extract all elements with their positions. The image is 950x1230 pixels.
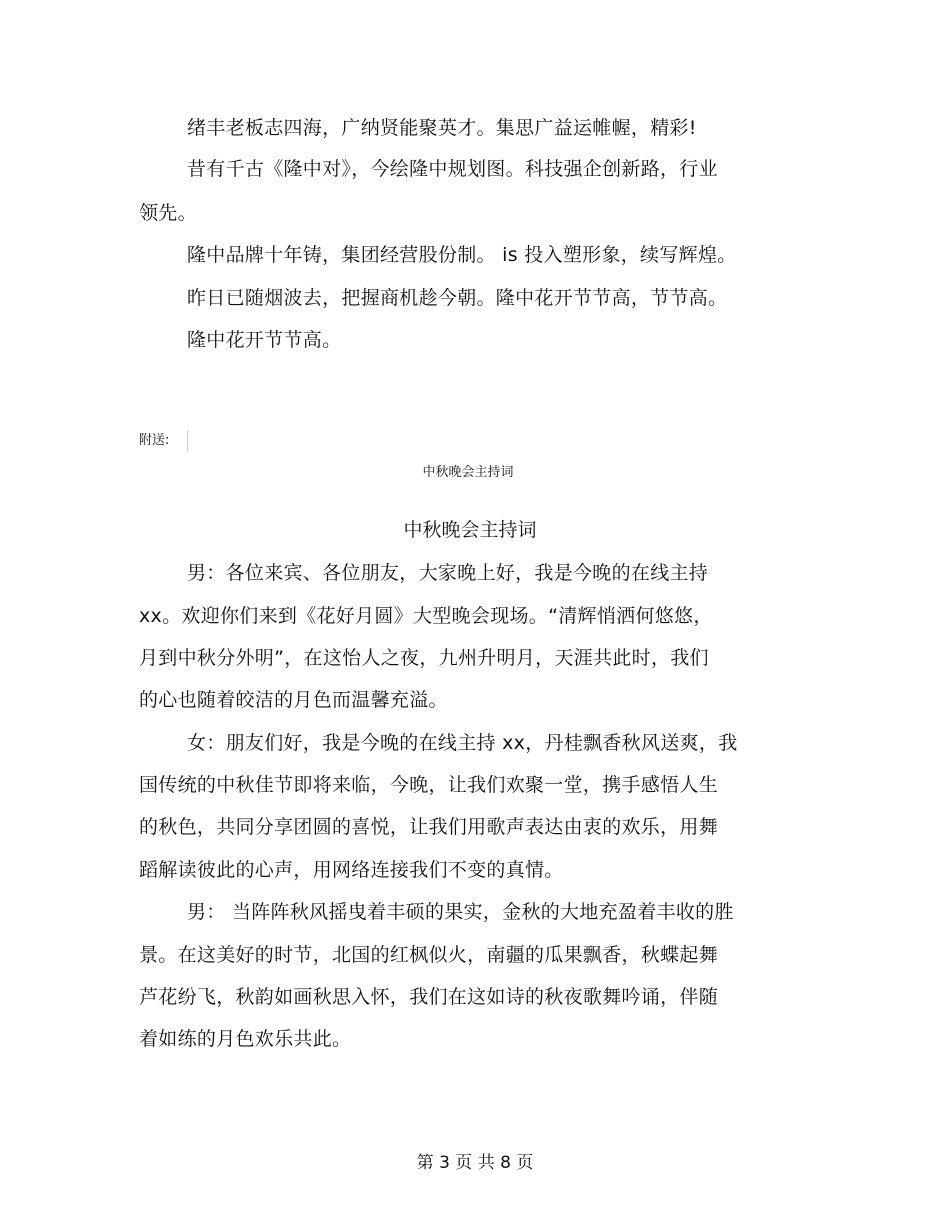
script-line-11: 芦花纷飞，秋韵如画秋思入怀，我们在这如诗的秋夜歌舞吟诵，伴随: [139, 986, 719, 1008]
poem-line-4: 隆中品牌十年铸，集团经营股份制。 is 投入塑形象，续写辉煌。: [187, 244, 737, 266]
attachment-small-title: 中秋晚会主持词: [422, 465, 514, 480]
page-number: 第 3 页 共 8 页: [416, 1153, 534, 1173]
script-line-1: 男：各位来宾、各位朋友，大家晚上好，我是今晚的在线主持: [187, 562, 709, 584]
script-line-4: 的心也随着皎洁的月色而温馨充溢。: [139, 689, 448, 711]
script-line-2: xx。欢迎你们来到《花好月圆》大型晚会现场。“清辉悄洒何悠悠，: [139, 605, 713, 627]
script-line-8: 蹈解读彼此的心声，用网络连接我们不变的真情。: [139, 859, 564, 881]
script-line-7: 的秋色，共同分享团圆的喜悦，让我们用歌声表达由衷的欢乐，用舞: [139, 816, 719, 838]
poem-line-1: 绪丰老板志四海，广纳贤能聚英才。集思广益运帷幄，精彩!: [187, 117, 697, 139]
attachment-label: 附送:: [139, 433, 170, 448]
script-line-9: 男： 当阵阵秋风摇曳着丰硕的果实，金秋的大地充盈着丰收的胜: [187, 901, 734, 923]
divider: [187, 430, 188, 452]
poem-line-5: 昨日已随烟波去，把握商机趁今朝。隆中花开节节高，节节高。: [187, 287, 728, 309]
script-line-12: 着如练的月色欢乐共此。: [139, 1028, 352, 1050]
script-line-6: 国传统的中秋佳节即将来临，今晚，让我们欢聚一堂，携手感悟人生: [139, 774, 719, 796]
script-line-3: 月到中秋分外明”，在这怡人之夜，九州升明月，天涯共此时，我们: [139, 647, 709, 669]
poem-line-3: 领先。: [139, 202, 197, 224]
script-title: 中秋晚会主持词: [403, 519, 537, 541]
script-line-5: 女：朋友们好，我是今晚的在线主持 xx，丹桂飘香秋风送爽，我: [187, 732, 738, 754]
poem-line-6: 隆中花开节节高。: [187, 329, 342, 351]
poem-line-2: 昔有千古《隆中对》，今绘隆中规划图。科技强企创新路，行业: [187, 158, 718, 180]
script-line-10: 景。在这美好的时节，北国的红枫似火，南疆的瓜果飘香，秋蝶起舞: [139, 944, 719, 966]
